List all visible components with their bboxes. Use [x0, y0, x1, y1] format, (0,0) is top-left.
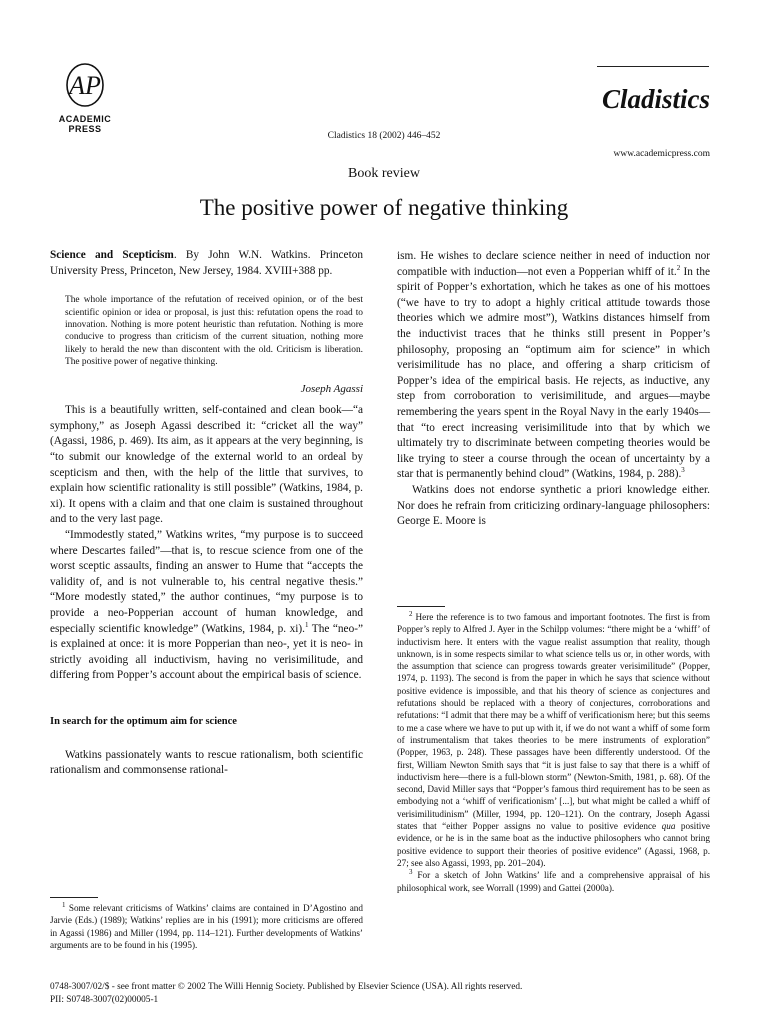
- footnotes-right: [397, 606, 710, 894]
- epigraph: The whole importance of the refutation of received opinion, or of the best scientific opinion or idea or proposal, is just this: refutation opens the road to innovation. Nothing is more potent heuristic than refutation. Nothing is more conducive to progress than criticism of the current situation, nothing more likely to herald the new than discontent with the old. Criticism is liberation. The positive power of negative thinking.: [65, 295, 363, 368]
- footnote-ref-2: 2: [676, 263, 681, 272]
- footnote-rule: [50, 897, 98, 898]
- journal-website: www.academicpress.com: [613, 149, 710, 159]
- book-reference: [50, 248, 363, 279]
- paragraph-2: “Immodestly stated,” Watkins writes, “my purpose is to succeed where Descartes failed”—that is, to rescue science from one of the worst sceptic assaults, finding an answer to Hume that “accepts the validity of, and is not vulnerable to, his central negative thesis.” “More modestly stated,” the author continues, “my purpose is to provide a neo-Popperian account of human knowledge, and especially scientific knowledge” (Watkins, 1984, p. xi).$^1$ The “neo-” is explained at once: it is more Popperian than neo-, yet it is neo- in strictly avoiding all inductivism, having no verisimilitude, and differing from Popper’s account about the empirical basis of science.: [50, 528, 363, 682]
- article-title: The positive power of negative thinking: [199, 195, 569, 220]
- review-author: Joseph Agassi: [300, 382, 363, 395]
- publisher-logo: [50, 60, 120, 134]
- footnote-ref-1: 1: [304, 620, 309, 629]
- footnotes-left: [50, 897, 363, 951]
- section-heading: In search for the optimum aim for science: [50, 715, 237, 727]
- journal-name: Cladistics: [601, 84, 710, 114]
- pii-line: PII: S0748-3007(02)00005-1: [50, 994, 159, 1005]
- paragraph-5: Watkins does not endorse synthetic a priori knowledge either. Nor does he refrain from criticizing ordinary-language philosophers: George E. Moore is: [397, 483, 710, 528]
- footnote-rule: [397, 606, 445, 607]
- left-column: [50, 248, 363, 779]
- footnote-2: $^2$ Here the reference is to two famous and important footnotes. The first is from Popper’s reply to Alfred J. Ayer in the Schilpp volumes: “there might be a ‘whiff’ of inductivism here. It enters with the vague realist assumption that reality, though unknown, is in some respects similar to what science tells us or, in other words, with the assumption that science can progress towards greater verisimilitude” (Popper, 1974, p. 1193). The second is from the paper in which he says that science without positive evidence is impossible, and that his theory of science as conjectures and refutations should be replaced with a theory of conjectures, corroborations and refutations: “I admit that there may be a whiff of verificationism here; but this seems to me a case where we have to put up with it, if we do not want a whiff of some form of instrumentalism that takes theories to be mere instruments of exploration” (Popper, 1963, p. 248). These passages have been differently understood. Of the first, William Newton Smith says that “it is just false to say that there is a whiff of inductivism here—there is a full-blown storm” (Newton-Smith, 1981, p. 68). Of the second, David Miller says that “Popper’s famous third requirement has to be seen as embodying not a ‘whiff of verificationism’ [...], but what might be called a whiff of verisimilitudinism” (Miller, 1994, pp. 120–121). On the contrary, Joseph Agassi states that “either Popper assigns no value to positive evidence qua positive evidence, or he is in the same boat as the inductive philosophers who cannot bring positive evidence to support their theories of positive evidence” (Agassi, 1968, p. 27; see also Agassi, 1993, pp. 201–204).: [397, 609, 710, 868]
- copyright-block: [50, 981, 522, 1006]
- citation-line: Cladistics 18 (2002) 446–452: [327, 131, 441, 141]
- header-rule: [597, 66, 709, 67]
- article-type: Book review: [348, 166, 420, 181]
- svg-text:AP: AP: [69, 71, 101, 100]
- copyright-line: 0748-3007/02/$ - see front matter © 2002 The Willi Hennig Society. Published by Elsevier Science (USA). All rights reserved.: [50, 982, 523, 992]
- right-column: [397, 249, 710, 530]
- book-title: Science and Scepticism: [50, 249, 174, 261]
- footnote-1: $^1$ Some relevant criticisms of Watkins’ claims are contained in D’Agostino and Jarvie (Eds.) (1989); Watkins’ replies are in his (1991); more criticisms are offered in Agassi (1986) and Miller (1994, pp. 114–121). Further developments of Watkins’ arguments are to be found in his (1995).: [50, 900, 363, 950]
- paragraph-1: This is a beautifully written, self-contained and clean book—“a symphony,” as Joseph Agassi described it: “cricket all the way” (Agassi, 1986, p. 469). Its aim, as it appears at the very beginning, is “to submit our knowledge of the external world to an ordeal by scepticism and then, with the help of the little that survives, to explain how scientific rationality is still possible” (Watkins, 1984, p. xi). It opens with a claim and that one claim is sustained throughout and to the very last page.: [50, 404, 363, 526]
- footnote-3: $^3$ For a sketch of John Watkins’ life and a comprehensive appraisal of his philosophical work, see Worrall (1999) and Gattei (2000a).: [397, 868, 710, 893]
- paragraph-3: Watkins passionately wants to rescue rationalism, both scientific rationalism and commonsense rational-: [50, 748, 363, 777]
- book-details: . By John W.N. Watkins. Princeton University Press, Princeton, New Jersey, 1984. XVIII+388 pp.: [50, 249, 363, 277]
- paragraph-4: ism. He wishes to declare science neither in need of induction nor compatible with induction—not even a Popperian whiff of it.$^2$ In the spirit of Popper’s exhortation, which he takes as one of his mottoes (“we have to try to adopt a highly critical attitude towards those theories which we admire most”), Watkins distances himself from the inductivist traces that he thinks still present in Popper’s philosophy, proposing an “optimum aim for science” in which verisimilitude has no place, and offering a sharp criticism of Popper’s idea of the empirical basis. He rejects, as inductive, any step from corroboration to verisimilitude, and argues—maybe remembering the years spent in the Royal Navy in the early 1940s—that “to erect increasing verisimilitude into that by which we ultimately try to discriminate between competing theories would be like trying to steer a course through the ocean of uncertainty by a star that is permanently behind cloud” (Watkins, 1984, p. 288).$^3$: [397, 250, 710, 481]
- footnote-ref-3: 3: [681, 466, 685, 475]
- publisher-name: ACADEMIC PRESS: [58, 114, 112, 134]
- academic-press-logo-icon: [62, 60, 108, 112]
